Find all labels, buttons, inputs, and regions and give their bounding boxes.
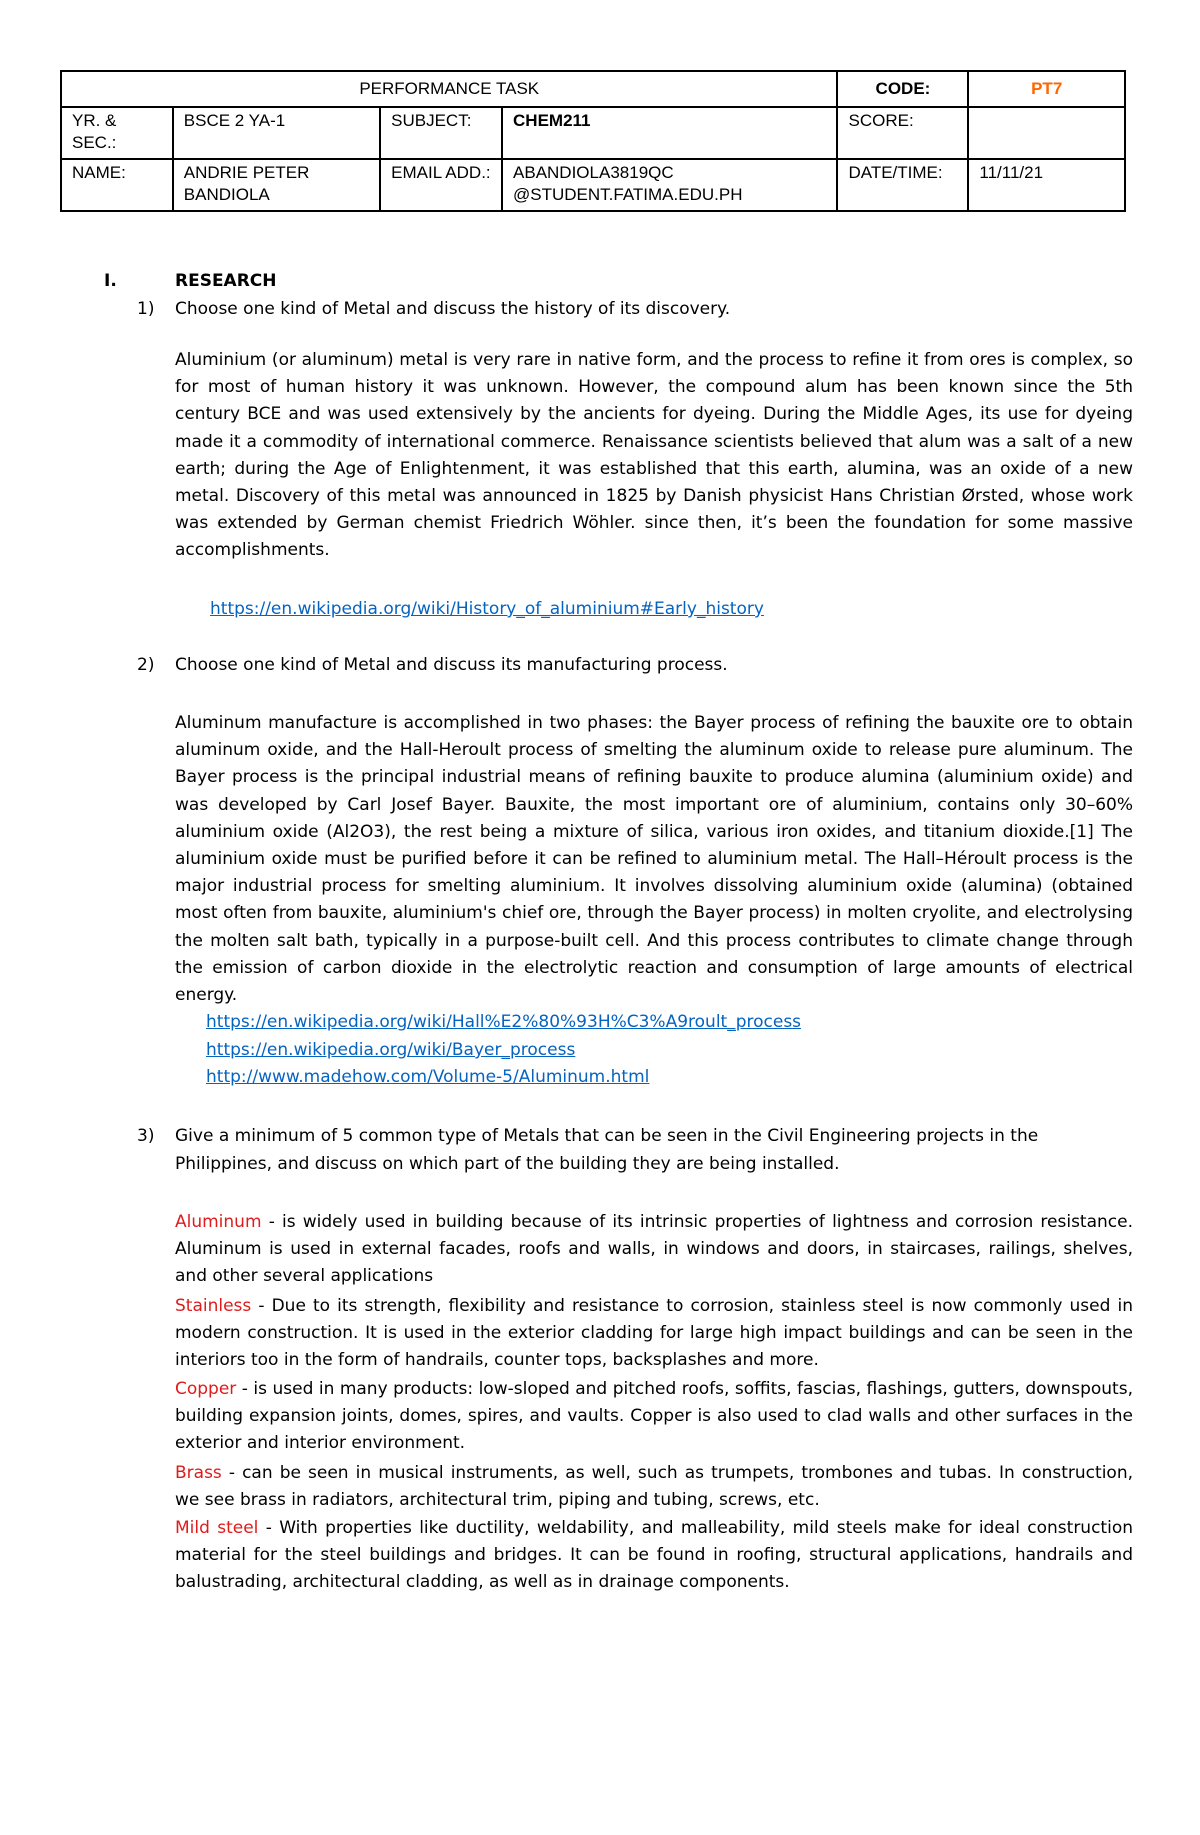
q1-number: 1) [137, 299, 155, 319]
datetime-label: DATE/TIME: [837, 159, 968, 211]
email-label: EMAIL ADD.: [380, 159, 502, 211]
metal-brass-name: Brass [175, 1463, 222, 1483]
q2-question: Choose one kind of Metal and discuss its manufacturing process. [175, 655, 728, 675]
metal-aluminum-text: - is widely used in building because of its intrinsic properties of lightness and corrosion resistance. Aluminum is used in external facades, roofs and walls, in windows and doors, in staircases, railings, shelves, and other several applications [175, 1212, 1133, 1287]
metal-aluminum-name: Aluminum [175, 1212, 262, 1232]
metal-copper [175, 1376, 1133, 1458]
subject-label: SUBJECT: [380, 107, 502, 159]
metal-mild-steel [175, 1515, 1133, 1597]
q1-answer: Aluminium (or aluminum) metal is very rare in native form, and the process to refine it from ores is complex, so for most of human history it was unknown. However, the compound alum has been known since the 5th century BCE and was used extensively by the ancients for dyeing. During the Middle Ages, its use for dyeing made it a commodity of international commerce. Renaissance scientists believed that alum was a salt of a new earth; during the Age of Enlightenment, it was established that this earth, alumina, was an oxide of a new metal. Discovery of this metal was announced in 1825 by Danish physicist Hans Christian Ørsted, whose work was extended by German chemist Friedrich Wöhler. since then, it’s been the foundation for some massive accomplishments. [175, 350, 1133, 561]
yrsec-label: YR. & SEC.: [61, 107, 173, 159]
q2-answer: Aluminum manufacture is accomplished in two phases: the Bayer process of refining the bauxite ore to obtain aluminum oxide, and the Hall-Heroult process of smelting the aluminum oxide to release pure aluminum. The Bayer process is the principal industrial means of refining bauxite to produce alumina (aluminium oxide) and was developed by Carl Josef Bayer. Bauxite, the most important ore of aluminium, contains only 30–60% aluminium oxide (Al2O3), the rest being a mixture of silica, various iron oxides, and titanium dioxide.[1] The aluminium oxide must be purified before it can be refined to aluminium metal. The Hall–Héroult process is the major industrial process for smelting aluminium. It involves dissolving aluminium oxide (alumina) (obtained most often from bauxite, aluminium's chief ore, through the Bayer process) in molten cryolite, and electrolysing the molten salt bath, typically in a purpose-built cell. And this process contributes to climate change through the emission of carbon dioxide in the electrolytic reaction and consumption of large amounts of electrical energy. [175, 713, 1133, 1006]
q1-question: Choose one kind of Metal and discuss the history of its discovery. [175, 299, 731, 319]
metal-mild-steel-text: - With properties like ductility, weldability, and malleability, mild steels make for ideal construction material for the steel buildings and bridges. It can be found in roofing, structural applications, handrails and balustrading, architectural cladding, as well as in drainage components. [175, 1518, 1133, 1593]
code-value: PT7 [968, 71, 1125, 107]
q2-number: 2) [137, 655, 155, 675]
performance-task-title: PERFORMANCE TASK [61, 71, 837, 107]
q2-reference-link-3[interactable]: http://www.madehow.com/Volume-5/Aluminum.html [206, 1067, 650, 1087]
metal-mild-steel-name: Mild steel [175, 1518, 259, 1538]
metal-copper-text: - is used in many products: low-sloped and pitched roofs, soffits, fascias, flashings, gutters, downspouts, building expansion joints, domes, spires, and vaults. Copper is also used to clad walls and other surfaces in the exterior and interior environment. [175, 1379, 1133, 1454]
metal-stainless-text: - Due to its strength, flexibility and resistance to corrosion, stainless steel is now commonly used in modern construction. It is used in the exterior cladding for large high impact buildings and can be seen in the interiors too in the form of handrails, counter tops, backsplashes and more. [175, 1296, 1133, 1371]
q2-reference-link-2[interactable]: https://en.wikipedia.org/wiki/Bayer_process [206, 1040, 576, 1060]
metal-stainless-name: Stainless [175, 1296, 252, 1316]
code-label: CODE: [837, 71, 968, 107]
name-label: NAME: [61, 159, 173, 211]
section-number: I. [104, 271, 117, 291]
datetime-value: 11/11/21 [968, 159, 1125, 211]
q1-reference-link[interactable]: https://en.wikipedia.org/wiki/History_of_aluminium#Early_history [210, 599, 764, 619]
q3-question-line1: Give a minimum of 5 common type of Metals that can be seen in the Civil Engineering projects in the [175, 1126, 1039, 1146]
metal-brass-text: - can be seen in musical instruments, as well, such as trumpets, trombones and tubas. In construction, we see brass in radiators, architectural trim, piping and tubing, screws, etc. [175, 1463, 1133, 1511]
q2-reference-link-1[interactable]: https://en.wikipedia.org/wiki/Hall%E2%80%93H%C3%A9roult_process [206, 1012, 802, 1032]
yrsec-value: BSCE 2 YA-1 [173, 107, 380, 159]
q3-number: 3) [137, 1126, 155, 1146]
name-value: ANDRIE PETER BANDIOLA [173, 159, 380, 211]
metal-stainless [175, 1293, 1133, 1375]
section-title: RESEARCH [175, 271, 277, 291]
score-label: SCORE: [837, 107, 968, 159]
metal-copper-name: Copper [175, 1379, 237, 1399]
metal-aluminum [175, 1209, 1133, 1291]
subject-value: CHEM211 [502, 107, 837, 159]
email-value: ABANDIOLA3819QC @STUDENT.FATIMA.EDU.PH [502, 159, 837, 211]
metal-brass [175, 1460, 1133, 1514]
q3-question-line2: Philippines, and discuss on which part of the building they are being installed. [175, 1154, 840, 1174]
